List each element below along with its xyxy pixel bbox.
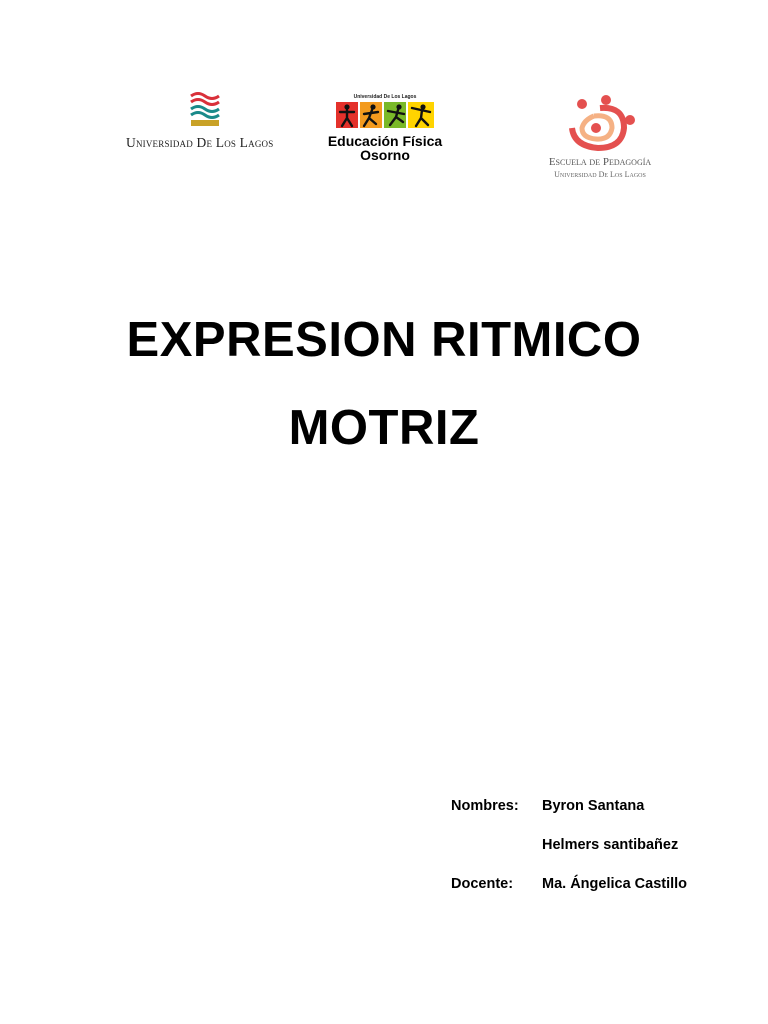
nombre-2: Helmers santibañez bbox=[542, 837, 679, 853]
docente-label: Docente: bbox=[451, 876, 514, 892]
universidad-emblem-icon bbox=[190, 90, 220, 128]
document-title-line2: MOTRIZ bbox=[288, 401, 480, 455]
escuela-university: Universidad De Los Lagos bbox=[554, 170, 646, 179]
nombres-label: Nombres: bbox=[451, 798, 519, 814]
educacion-fisica-line1: Educación Física bbox=[327, 133, 443, 149]
document-title-line1: EXPRESION RITMICO bbox=[126, 313, 642, 367]
escuela-name: Escuela de Pedagogía bbox=[548, 156, 652, 168]
educacion-fisica-line2: Osorno bbox=[360, 147, 410, 163]
educacion-fisica-logo bbox=[318, 93, 452, 165]
escuela-emblem-icon bbox=[564, 94, 638, 152]
escuela-pedagogia-logo bbox=[540, 94, 660, 184]
universidad-name: Universidad De Los Lagos bbox=[126, 135, 274, 150]
educacion-fisica-university: Universidad De Los Lagos bbox=[353, 94, 417, 100]
universidad-logo bbox=[126, 90, 288, 156]
sports-figures-icon bbox=[336, 102, 434, 128]
docente-name: Ma. Ángelica Castillo bbox=[542, 876, 688, 892]
nombre-1: Byron Santana bbox=[542, 798, 645, 814]
